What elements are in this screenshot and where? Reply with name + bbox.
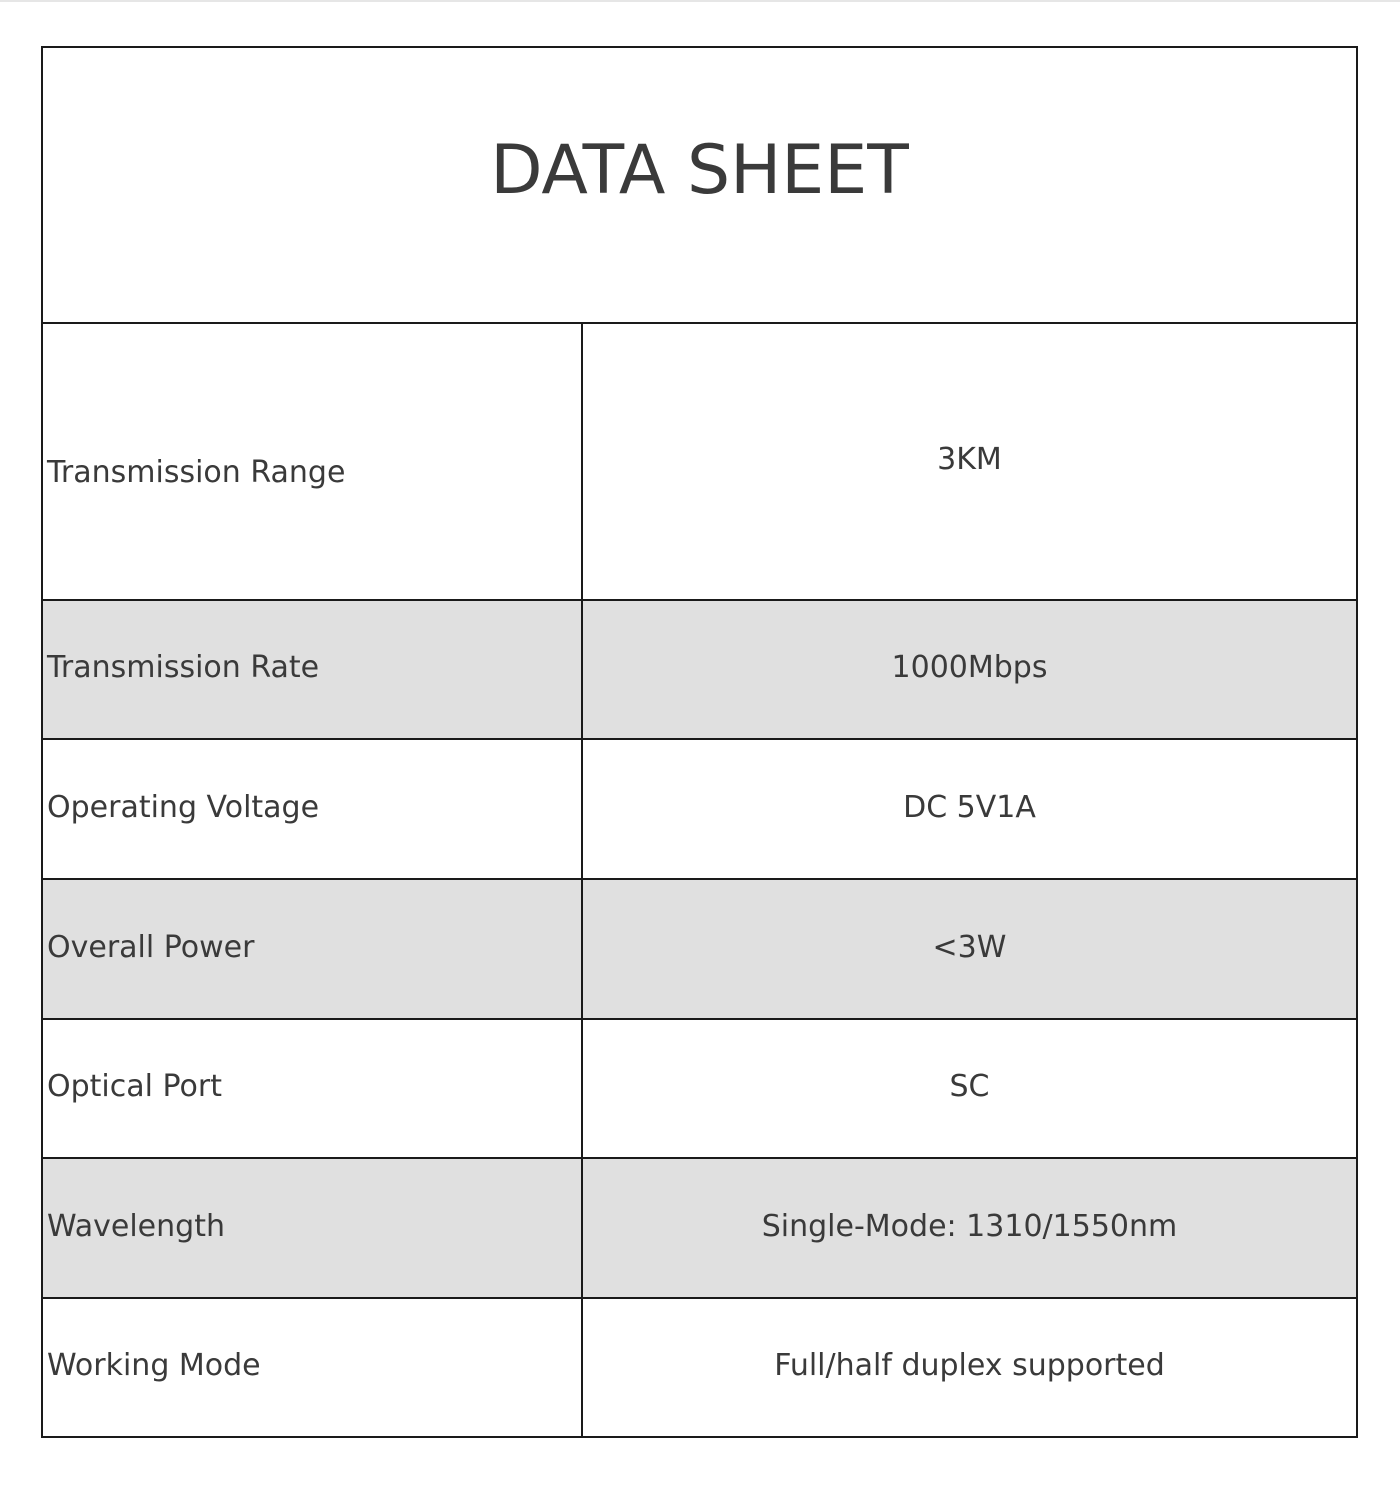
spec-label-working-mode: Working Mode bbox=[42, 1298, 582, 1437]
spec-value-optical-port: SC bbox=[582, 1019, 1357, 1158]
spec-label-optical-port: Optical Port bbox=[42, 1019, 582, 1158]
table-row bbox=[42, 1158, 1357, 1298]
data-sheet-table bbox=[41, 46, 1358, 1438]
table-row bbox=[42, 879, 1357, 1019]
spec-label-operating-voltage: Operating Voltage bbox=[42, 739, 582, 879]
spec-label-transmission-range: Transmission Range bbox=[42, 323, 582, 600]
table-row bbox=[42, 323, 1357, 600]
title-row bbox=[42, 47, 1357, 323]
spec-label-transmission-rate: Transmission Rate bbox=[42, 600, 582, 739]
spec-value-overall-power: <3W bbox=[582, 879, 1357, 1019]
spec-label-overall-power: Overall Power bbox=[42, 879, 582, 1019]
spec-value-wavelength: Single-Mode: 1310/1550nm bbox=[582, 1158, 1357, 1298]
spec-value-operating-voltage: DC 5V1A bbox=[582, 739, 1357, 879]
sheet-title: DATA SHEET bbox=[42, 47, 1357, 323]
spec-value-transmission-range: 3KM bbox=[582, 323, 1357, 600]
table-row bbox=[42, 739, 1357, 879]
spec-value-working-mode: Full/half duplex supported bbox=[582, 1298, 1357, 1437]
spec-label-wavelength: Wavelength bbox=[42, 1158, 582, 1298]
top-divider bbox=[0, 0, 1400, 2]
spec-value-transmission-rate: 1000Mbps bbox=[582, 600, 1357, 739]
table-row bbox=[42, 1298, 1357, 1437]
table-row bbox=[42, 600, 1357, 739]
table-row bbox=[42, 1019, 1357, 1158]
